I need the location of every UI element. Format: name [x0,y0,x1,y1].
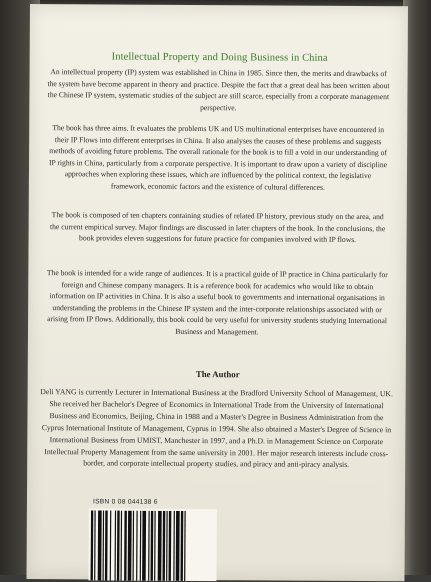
barcode-bar [166,511,168,581]
barcode-bar [110,510,112,580]
barcode-bar [142,511,146,581]
description-paragraph-3: The book is composed of ten chapters containing studies of related IP history, previous study on the area, and the current empirical survey. Major findings are discussed in later chapters of the book. In the conclusions, the book provides eleven suggestions for future practice for companies involved with IP flows. [50,210,386,244]
book-title: Intellectual Property and Doing Business in China [111,51,328,64]
barcode-bar [158,511,162,581]
author-bio: Deli YANG is currently Lecturer in International Business at the Bradford University School of Management, UK. She received her Bachelor's Degree of Economics in International Trade from the University of International Business and Economics, Beijing, China in 1988 and a Master's Degree in Business Administration from the Cyprus International Institute of Management, Cyprus in 1994. She also obtained a Master's Degree of Science in International Business from UMIST, Manchester in 1997, and a Ph.D. in Management Science on Corporate Intellectual Property Management from the same university in 2001. Her major research interests include cross-border, and corporate intellectual property studies, and piracy and anti-piracy analysis. [40,387,393,470]
isbn-label: ISBN 0 08 044138 6 [92,498,158,506]
barcode-bar [105,510,108,580]
barcode-bar [117,511,120,581]
barcode-bar [128,511,132,581]
barcode-bar [124,511,127,581]
barcode-bar [168,511,171,581]
barcode [88,508,216,581]
barcode-graphic [90,510,214,581]
barcode-bar [154,511,156,581]
barcode-bar [94,510,96,580]
barcode-bar [90,510,93,580]
barcode-bar [98,510,102,580]
barcode-bar [184,511,186,581]
description-paragraph-4: The book is intended for a wide range of audiences. It is a practical guide of IP practice in China particularly for foreign and Chinese company managers. It is a reference book for academics who would like to obtain information on IP activities in China. It is also a useful book to governments and international organisations in understanding the problems in the Chinese IP system and the inter-corporate relationships associated with or arising from IP flows. Additionally, this book could be very useful for university students studying International Business and Management. [46,268,388,336]
book-back-cover [26,4,408,581]
barcode-bar [132,511,134,581]
barcode-bar [176,511,180,581]
barcode-bar [148,511,150,581]
description-paragraph-1: An intellectual property (IP) system was established in China in 1985. Since then, the merits and drawbacks of the system have become apparent in theory and practice. Despite the fact that a great deal has been written about the Chinese IP system, systematic studies of the subject are still scarce, especially from a corporate management perspective. [47,67,390,112]
barcode-bar [180,511,183,581]
author-heading: The Author [195,369,240,380]
barcode-bar [120,511,122,581]
barcode-bar [173,511,175,581]
barcode-bar [140,511,142,581]
barcode-bar [114,511,116,581]
barcode-bar [136,511,138,581]
barcode-bar [162,511,165,581]
barcode-bar [150,511,153,581]
barcode-bar [102,510,104,580]
description-paragraph-2: The book has three aims. It evaluates the problems UK and US multinational enterprises have encountered in their IP Flows into different enterprises in China. It also analyses the causes of these problems and suggests methods of avoiding future problems. The overall rationale for the book is to fill a void in our understanding of IP rights in China, particularly from a corporate perspective. It is important to draw upon a variety of discipline approaches when exploring these issues, which are influenced by the political context, the legislative framework, economic factors and the existence of cultural differences. [49,123,388,192]
